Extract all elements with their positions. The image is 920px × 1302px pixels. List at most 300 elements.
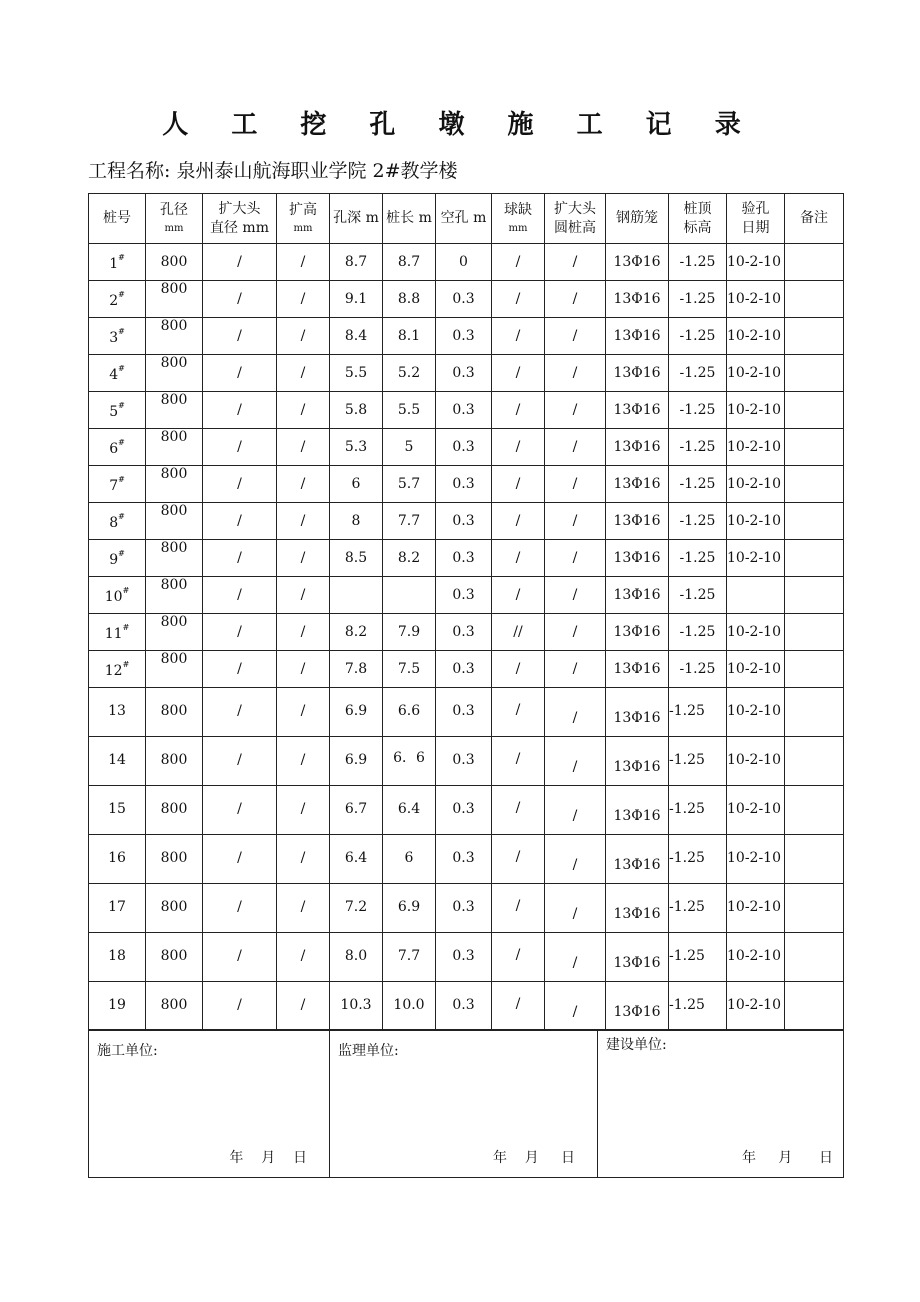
cell-d [146, 651, 203, 688]
table-row [89, 429, 844, 466]
cell-len [383, 244, 436, 281]
cell-ebh [545, 466, 606, 503]
cell-eh-value: / [300, 549, 306, 566]
cell-date [727, 786, 785, 835]
cell-ebh-value: / [572, 253, 578, 270]
table-row [89, 244, 844, 281]
cell-ebh [545, 614, 606, 651]
cell-ball [492, 577, 545, 614]
cell-empty [436, 503, 492, 540]
cell-empty-value: 0.3 [452, 996, 475, 1013]
cell-depth [330, 318, 383, 355]
table-row [89, 982, 844, 1031]
cell-date-value: 10-2-10 [727, 253, 781, 270]
cell-empty [436, 281, 492, 318]
cell-id [89, 933, 146, 982]
cell-empty [436, 429, 492, 466]
cell-elev-value: -1.25 [679, 327, 716, 344]
header-cell [383, 194, 436, 244]
cell-empty [436, 318, 492, 355]
cell-id [89, 429, 146, 466]
cell-eh [277, 392, 330, 429]
cell-elev [669, 884, 727, 933]
cell-len [383, 933, 436, 982]
cell-ebh [545, 933, 606, 982]
cell-cage-value: 13Φ16 [613, 586, 661, 603]
cell-empty [436, 577, 492, 614]
pile-mark: # [118, 253, 125, 263]
cell-note [785, 466, 844, 503]
cell-eh-value: / [300, 751, 306, 768]
cell-empty-value: 0.3 [452, 623, 475, 640]
cell-cage-value: 13Φ16 [613, 549, 661, 566]
cell-empty [436, 737, 492, 786]
cell-len-value: 5.5 [397, 401, 421, 418]
cell-elev-value: -1.25 [679, 290, 716, 307]
cell-date [727, 503, 785, 540]
header-main: 球缺 [504, 201, 532, 218]
cell-cage [606, 884, 669, 933]
cell-ball [492, 614, 545, 651]
cell-depth [330, 614, 383, 651]
cell-d [146, 688, 203, 737]
cell-eh [277, 982, 330, 1031]
cell-id [89, 503, 146, 540]
cell-eh-value: / [300, 364, 306, 381]
cell-empty [436, 392, 492, 429]
cell-id [89, 355, 146, 392]
header-cell [606, 194, 669, 244]
cell-ebh-value: / [572, 807, 578, 824]
cell-elev-value: -1.25 [669, 800, 705, 817]
cell-eh-value: / [300, 898, 306, 915]
cell-len [383, 429, 436, 466]
cell-ebh-value: / [572, 586, 578, 603]
cell-ball-value: // [513, 623, 523, 640]
cell-empty-value: 0.3 [452, 849, 475, 866]
cell-eh-value: / [300, 996, 306, 1013]
cell-ed-value: / [237, 898, 242, 915]
cell-depth [330, 884, 383, 933]
cell-ball-value: / [515, 799, 521, 816]
cell-ebh [545, 355, 606, 392]
cell-ebh [545, 577, 606, 614]
cell-empty [436, 688, 492, 737]
cell-d [146, 281, 203, 318]
cell-empty-value: 0.3 [452, 549, 475, 566]
cell-d-value: 800 [160, 898, 188, 915]
cell-len [383, 688, 436, 737]
cell-eh-value: / [300, 438, 306, 455]
header-main: 孔径 [160, 201, 188, 218]
cell-empty [436, 933, 492, 982]
cell-eh [277, 503, 330, 540]
cell-id-value: 9 [109, 551, 119, 568]
cell-d [146, 737, 203, 786]
cell-depth [330, 466, 383, 503]
cell-ed [203, 651, 277, 688]
cell-cage [606, 982, 669, 1031]
cell-d [146, 392, 203, 429]
cell-note [785, 737, 844, 786]
cell-ball [492, 884, 545, 933]
cell-depth-value: 6.7 [344, 800, 368, 817]
cell-id [89, 614, 146, 651]
cell-ed [203, 614, 277, 651]
cell-ebh-value: / [572, 856, 578, 873]
cell-ball [492, 737, 545, 786]
cell-d [146, 786, 203, 835]
cell-len [383, 577, 436, 614]
cell-ed [203, 355, 277, 392]
cell-len-value: 8.1 [397, 327, 421, 344]
cell-d [146, 577, 203, 614]
cell-date [727, 281, 785, 318]
cell-depth [330, 933, 383, 982]
cell-ball [492, 244, 545, 281]
cell-cage [606, 318, 669, 355]
cell-note [785, 884, 844, 933]
cell-elev-value: -1.25 [669, 702, 705, 719]
pile-mark: # [122, 586, 130, 596]
cell-ebh-value: / [572, 758, 578, 775]
cell-empty-value: 0.3 [452, 290, 475, 307]
cell-cage-value: 13Φ16 [613, 253, 661, 270]
table-row [89, 281, 844, 318]
cell-date-value: 10-2-10 [727, 702, 781, 719]
cell-date-value: 10-2-10 [727, 401, 781, 418]
cell-elev [669, 466, 727, 503]
header-main: 备注 [800, 210, 828, 227]
cell-ebh [545, 737, 606, 786]
cell-elev-value: -1.25 [669, 751, 705, 768]
cell-cage-value: 13Φ16 [613, 709, 661, 726]
cell-d [146, 429, 203, 466]
cell-date [727, 355, 785, 392]
cell-elev-value: -1.25 [679, 253, 716, 270]
cell-note [785, 577, 844, 614]
cell-eh [277, 651, 330, 688]
cell-depth-value: 10.3 [340, 996, 372, 1013]
cell-ebh-value: / [572, 290, 578, 307]
cell-len-value: 8.7 [397, 253, 421, 270]
cell-elev-value: -1.25 [679, 660, 716, 677]
cell-id-value: 19 [108, 996, 126, 1013]
table-row [89, 577, 844, 614]
cell-len [383, 884, 436, 933]
cell-elev [669, 503, 727, 540]
cell-elev [669, 982, 727, 1031]
cell-eh-value: / [300, 401, 306, 418]
header-sub: 圆桩高 [554, 219, 596, 236]
cell-ebh [545, 429, 606, 466]
cell-eh-value: / [300, 253, 306, 270]
cell-cage [606, 281, 669, 318]
cell-date-value: 10-2-10 [727, 623, 781, 640]
cell-id-value: 12 [104, 662, 123, 679]
cell-len-value: 5 [404, 438, 414, 455]
cell-len-value: 6.6 [397, 702, 421, 719]
cell-date-value: 10-2-10 [727, 290, 781, 307]
cell-id-value: 6 [109, 440, 119, 457]
table-row [89, 933, 844, 982]
header-cell [669, 194, 727, 244]
cell-len [383, 355, 436, 392]
project-label: 工程名称: [88, 160, 171, 182]
cell-note [785, 688, 844, 737]
cell-ebh-value: / [572, 660, 578, 677]
cell-eh-value: / [300, 849, 306, 866]
header-cell [785, 194, 844, 244]
cell-d [146, 244, 203, 281]
table-row [89, 466, 844, 503]
cell-elev [669, 835, 727, 884]
cell-cage-value: 13Φ16 [613, 954, 661, 971]
cell-id-value: 3 [109, 329, 119, 346]
cell-empty-value: 0.3 [452, 898, 475, 915]
cell-d-value: 800 [160, 539, 188, 556]
cell-id [89, 540, 146, 577]
cell-elev [669, 244, 727, 281]
cell-depth-value: 6.9 [344, 751, 368, 768]
cell-depth-value: 5.8 [344, 401, 368, 418]
cell-date [727, 614, 785, 651]
cell-eh-value: / [300, 290, 306, 307]
header-main: 钢筋笼 [616, 210, 658, 227]
cell-eh [277, 614, 330, 651]
header-cell [203, 194, 277, 244]
pile-mark: # [118, 327, 125, 337]
cell-empty [436, 540, 492, 577]
header-row [89, 194, 844, 244]
cell-empty [436, 355, 492, 392]
cell-ebh-value: / [572, 549, 578, 566]
header-cell [146, 194, 203, 244]
cell-d [146, 503, 203, 540]
cell-len [383, 835, 436, 884]
signature-table [88, 1029, 844, 1178]
cell-d [146, 884, 203, 933]
cell-ball-value: / [515, 475, 521, 492]
cell-ball-value: / [515, 946, 521, 963]
header-sub: mm [293, 223, 313, 235]
cell-ed-value: / [237, 996, 242, 1013]
cell-eh [277, 540, 330, 577]
cell-date-value: 10-2-10 [727, 800, 781, 817]
cell-cage [606, 244, 669, 281]
table-row [89, 540, 844, 577]
cell-empty [436, 786, 492, 835]
cell-ebh [545, 503, 606, 540]
cell-note [785, 540, 844, 577]
cell-empty-value: 0.3 [452, 364, 475, 381]
cell-date-value: 10-2-10 [727, 438, 781, 455]
cell-date [727, 688, 785, 737]
cell-len [383, 318, 436, 355]
cell-depth [330, 688, 383, 737]
cell-len [383, 982, 436, 1031]
cell-len [383, 540, 436, 577]
cell-elev-value: -1.25 [679, 549, 716, 566]
cell-depth [330, 392, 383, 429]
cell-eh [277, 933, 330, 982]
cell-ball [492, 355, 545, 392]
cell-cage [606, 540, 669, 577]
cell-elev [669, 614, 727, 651]
cell-len [383, 786, 436, 835]
cell-eh [277, 281, 330, 318]
cell-ebh [545, 281, 606, 318]
cell-ball [492, 466, 545, 503]
cell-cage-value: 13Φ16 [613, 475, 661, 492]
cell-date [727, 540, 785, 577]
cell-elev [669, 786, 727, 835]
cell-empty-value: 0.3 [452, 327, 475, 344]
cell-elev [669, 355, 727, 392]
header-sub: 直径 mm [209, 219, 269, 236]
cell-elev-value: -1.25 [669, 947, 705, 964]
cell-ed-value: / [237, 512, 242, 529]
cell-id [89, 982, 146, 1031]
cell-id-value: 1 [109, 255, 119, 272]
cell-cage-value: 13Φ16 [613, 623, 661, 640]
cell-ball-value: / [515, 401, 521, 418]
cell-depth-value: 8.5 [344, 549, 368, 566]
cell-depth-value: 6.4 [344, 849, 368, 866]
cell-id [89, 318, 146, 355]
cell-cage [606, 835, 669, 884]
cell-d [146, 466, 203, 503]
cell-depth-value: 8.2 [344, 623, 368, 640]
cell-eh [277, 355, 330, 392]
cell-len [383, 466, 436, 503]
cell-ed [203, 835, 277, 884]
cell-id-value: 14 [108, 751, 126, 768]
cell-id [89, 737, 146, 786]
cell-d [146, 614, 203, 651]
cell-ball [492, 651, 545, 688]
cell-elev [669, 318, 727, 355]
cell-len-value: 7.7 [397, 512, 421, 529]
cell-date-value: 10-2-10 [727, 849, 781, 866]
cell-cage [606, 392, 669, 429]
cell-elev [669, 429, 727, 466]
table-row [89, 392, 844, 429]
cell-len [383, 392, 436, 429]
cell-ed-value: / [237, 947, 242, 964]
cell-eh [277, 244, 330, 281]
cell-len-value: 6．6 [393, 749, 425, 766]
cell-elev-value: -1.25 [679, 364, 716, 381]
cell-depth-value: 5.3 [344, 438, 368, 455]
cell-ebh [545, 392, 606, 429]
cell-note [785, 392, 844, 429]
cell-date [727, 884, 785, 933]
cell-eh-value: / [300, 660, 306, 677]
cell-ed-value: / [237, 438, 242, 455]
cell-ed [203, 577, 277, 614]
table-row [89, 737, 844, 786]
cell-eh [277, 318, 330, 355]
cell-ball-value: / [515, 750, 521, 767]
cell-cage-value: 13Φ16 [613, 856, 661, 873]
cell-id-value: 13 [108, 702, 126, 719]
cell-date [727, 577, 785, 614]
cell-ebh-value: / [572, 1003, 578, 1020]
header-sub: mm [164, 223, 184, 235]
header-cell [492, 194, 545, 244]
cell-depth-value: 5.5 [344, 364, 368, 381]
cell-ball-value: / [515, 253, 521, 270]
cell-id-value: 11 [104, 625, 123, 642]
table-row [89, 651, 844, 688]
cell-ed [203, 392, 277, 429]
signature-date: 年 月 日 [229, 1150, 307, 1166]
cell-cage-value: 13Φ16 [613, 364, 661, 381]
signature-label: 建设单位: [606, 1037, 667, 1053]
table-row [89, 835, 844, 884]
table-row [89, 688, 844, 737]
cell-cage [606, 429, 669, 466]
cell-ball [492, 318, 545, 355]
cell-date-value: 10-2-10 [727, 660, 781, 677]
cell-len [383, 651, 436, 688]
cell-date [727, 835, 785, 884]
signature-label: 施工单位: [97, 1043, 158, 1059]
cell-empty [436, 244, 492, 281]
cell-id-value: 7 [109, 477, 119, 494]
cell-id-value: 4 [109, 366, 119, 383]
cell-eh-value: / [300, 586, 306, 603]
cell-depth [330, 503, 383, 540]
cell-date [727, 651, 785, 688]
cell-eh-value: / [300, 475, 306, 492]
header-main: 孔深 m [333, 210, 379, 227]
cell-elev-value: -1.25 [669, 898, 705, 915]
cell-ed [203, 786, 277, 835]
header-main: 桩长 m [386, 210, 432, 227]
cell-eh [277, 786, 330, 835]
cell-d-value: 800 [160, 800, 188, 817]
cell-d [146, 835, 203, 884]
cell-empty-value: 0.3 [452, 512, 475, 529]
cell-id [89, 786, 146, 835]
cell-cage [606, 614, 669, 651]
cell-d-value: 800 [160, 576, 188, 593]
cell-ebh-value: / [572, 438, 578, 455]
cell-d-value: 800 [160, 428, 188, 445]
cell-ball [492, 933, 545, 982]
cell-depth [330, 835, 383, 884]
cell-depth [330, 540, 383, 577]
cell-date [727, 244, 785, 281]
header-sub: mm [508, 223, 528, 235]
cell-d-value: 800 [160, 613, 188, 630]
cell-len-value: 6 [404, 849, 414, 866]
cell-id [89, 688, 146, 737]
cell-elev-value: -1.25 [669, 849, 705, 866]
cell-depth [330, 429, 383, 466]
signature-cell [89, 1030, 330, 1178]
cell-ball-value: / [515, 897, 521, 914]
cell-eh [277, 466, 330, 503]
cell-ebh-value: / [572, 709, 578, 726]
cell-cage [606, 688, 669, 737]
cell-ebh [545, 688, 606, 737]
cell-d [146, 933, 203, 982]
cell-depth [330, 281, 383, 318]
cell-len [383, 281, 436, 318]
